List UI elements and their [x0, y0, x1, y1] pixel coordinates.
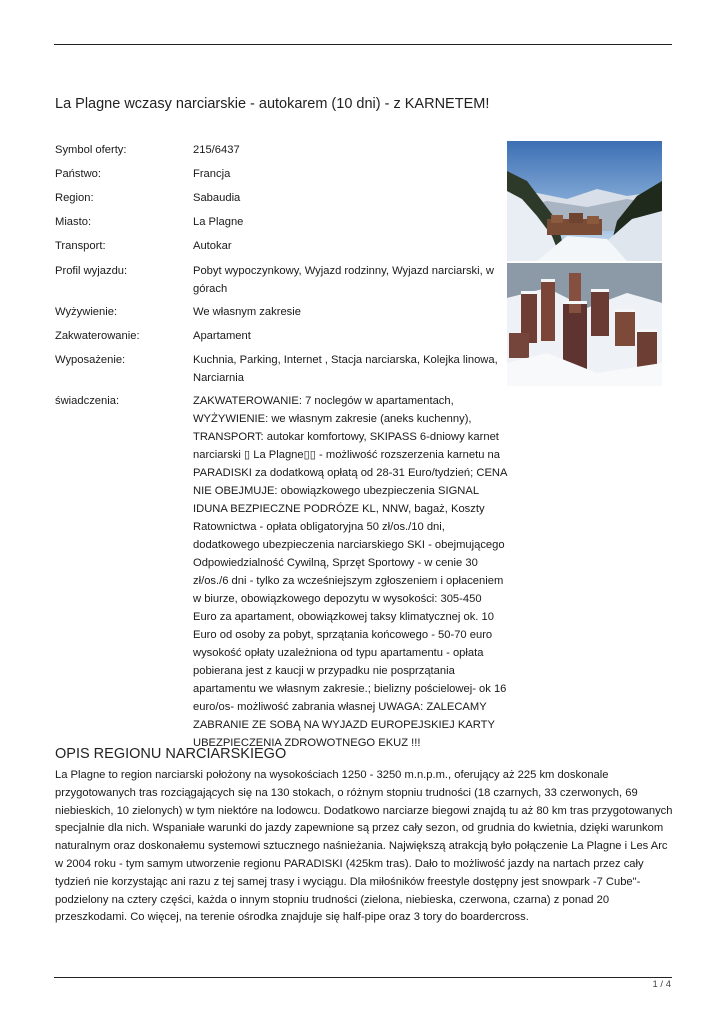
detail-value: Francja — [193, 168, 231, 180]
detail-label: Region: — [55, 192, 94, 204]
detail-label: Wyposażenie: — [55, 354, 126, 366]
detail-label: Wyżywienie: — [55, 306, 118, 318]
detail-label: Profil wyjazdu: — [55, 265, 128, 277]
detail-value: Pobyt wypoczynkowy, Wyjazd rodzinny, Wyjazd narciarski, w górach — [193, 265, 494, 295]
detail-value: We własnym zakresie — [193, 306, 301, 318]
resort-photo-buildings-image — [507, 263, 662, 386]
detail-label: Transport: — [55, 240, 106, 252]
detail-value: ZAKWATEROWANIE: 7 noclegów w apartamentach, WYŻYWIENIE: we własnym zakresie (aneks kuchenny), TRANSPORT: autokar komfortowy, SKIPASS 6-dniowy karnet narciarski ▯ La Plagne▯▯ - możliwość rozszerzenia karnetu na PARADISKI za dodatkową opłatą od 28-31 Euro/tydzień; CENA NIE OBEJMUJE: obowiązkowego ubezpieczenia SIGNAL IDUNA BEZPIECZNE PODRÓZE KL, NNW, bagaż, Koszty Ratownictwa - opłata obligatoryjna 50 zł/os./10 dni, dodatkowego ubezpieczenia narciarskiego SKI - obejmującego Odpowiedzialność Cywilną, Sprzęt Sportowy - w cenie 30 zł/os./6 dni - tylko za wcześniejszym zgłoszeniem i opłaceniem w biurze, obowiązkowego depozytu w wysokości: 305-450 Euro za apartament, obowiązkowej taksy klimatycznej ok. 10 Euro od osoby za pobyt, sprzątania końcowego - 50-70 euro wysokość opłaty uzależniona od typu apartamentu - opłata pobierana jest z kaucji w przypadku nie posprzątania apartamentu we własnym zakresie.; bielizny pościelowej- ok 16 euro/os- możliwość zabrania własnej UWAGA: ZALECAMY ZABRANIE ZE SOBĄ NA WYJAZD EUROPEJSKIEJ KARTY UBEZPIECZENIA ZDROWOTNEGO EKUZ !!! — [193, 395, 507, 749]
page-title: La Plagne wczasy narciarskie - autokarem (10 dni) - z KARNETEM! — [55, 96, 490, 112]
section-heading: OPIS REGIONU NARCIARSKIEGO — [55, 746, 287, 762]
detail-label: Państwo: — [55, 168, 102, 180]
resort-photo-buildings — [507, 263, 662, 386]
detail-value: Sabaudia — [193, 192, 241, 204]
resort-photo-valley-image — [507, 141, 662, 261]
detail-value: La Plagne — [193, 216, 244, 228]
detail-label: świadczenia: — [55, 395, 120, 407]
detail-label: Miasto: — [55, 216, 92, 228]
resort-photo-valley — [507, 141, 662, 261]
detail-label: Symbol oferty: — [55, 144, 127, 156]
top-divider — [54, 44, 672, 45]
detail-label: Zakwaterowanie: — [55, 330, 140, 342]
detail-value: Kuchnia, Parking, Internet , Stacja narciarska, Kolejka linowa, Narciarnia — [193, 354, 498, 384]
detail-value: 215/6437 — [193, 144, 240, 156]
bottom-divider — [54, 977, 672, 978]
detail-value: Autokar — [193, 240, 232, 252]
detail-value: Apartament — [193, 330, 251, 342]
page-number: 1 / 4 — [652, 979, 671, 990]
section-body: La Plagne to region narciarski położony na wysokościach 1250 - 3250 m.n.p.m., oferujący aż 225 km doskonale przygotowanych tras rozciągających się na 130 stokach, o różnym stopniu trudności (18 czarnych, 33 czerwonych, 69 niebieskich, 10 zielonych) w tym niektóre na lodowcu. Dodatkowo narciarze biegowi znajdą tu aż 80 km tras przygotowanych specjalnie dla nich. Wspaniałe warunki do jazdy zapewnione są przez cały sezon, od grudnia do kwietnia, dzięki warunkom naturalnym oraz doskonałemu systemowi sztucznego naśnieżania. Największą atrakcją było połączenie La Plagne i Les Arc w 2004 roku - tym samym utworzenie regionu PARADISKI (425km tras). Dało to możliwość jazdy na nartach przez cały tydzień nie korzystając ani razu z tej samej trasy i wyciągu. Dla miłośników freestyle dostępny jest snowpark -7 Cube"- podzielony na cztery części, każda o innym stopniu trudności (zielona, niebieska, czerwona, czarna) z ponad 20 przeszkodami. Co więcej, na terenie ośrodka znajduje się half-pipe oraz 3 tory do boardercross. — [55, 769, 673, 924]
